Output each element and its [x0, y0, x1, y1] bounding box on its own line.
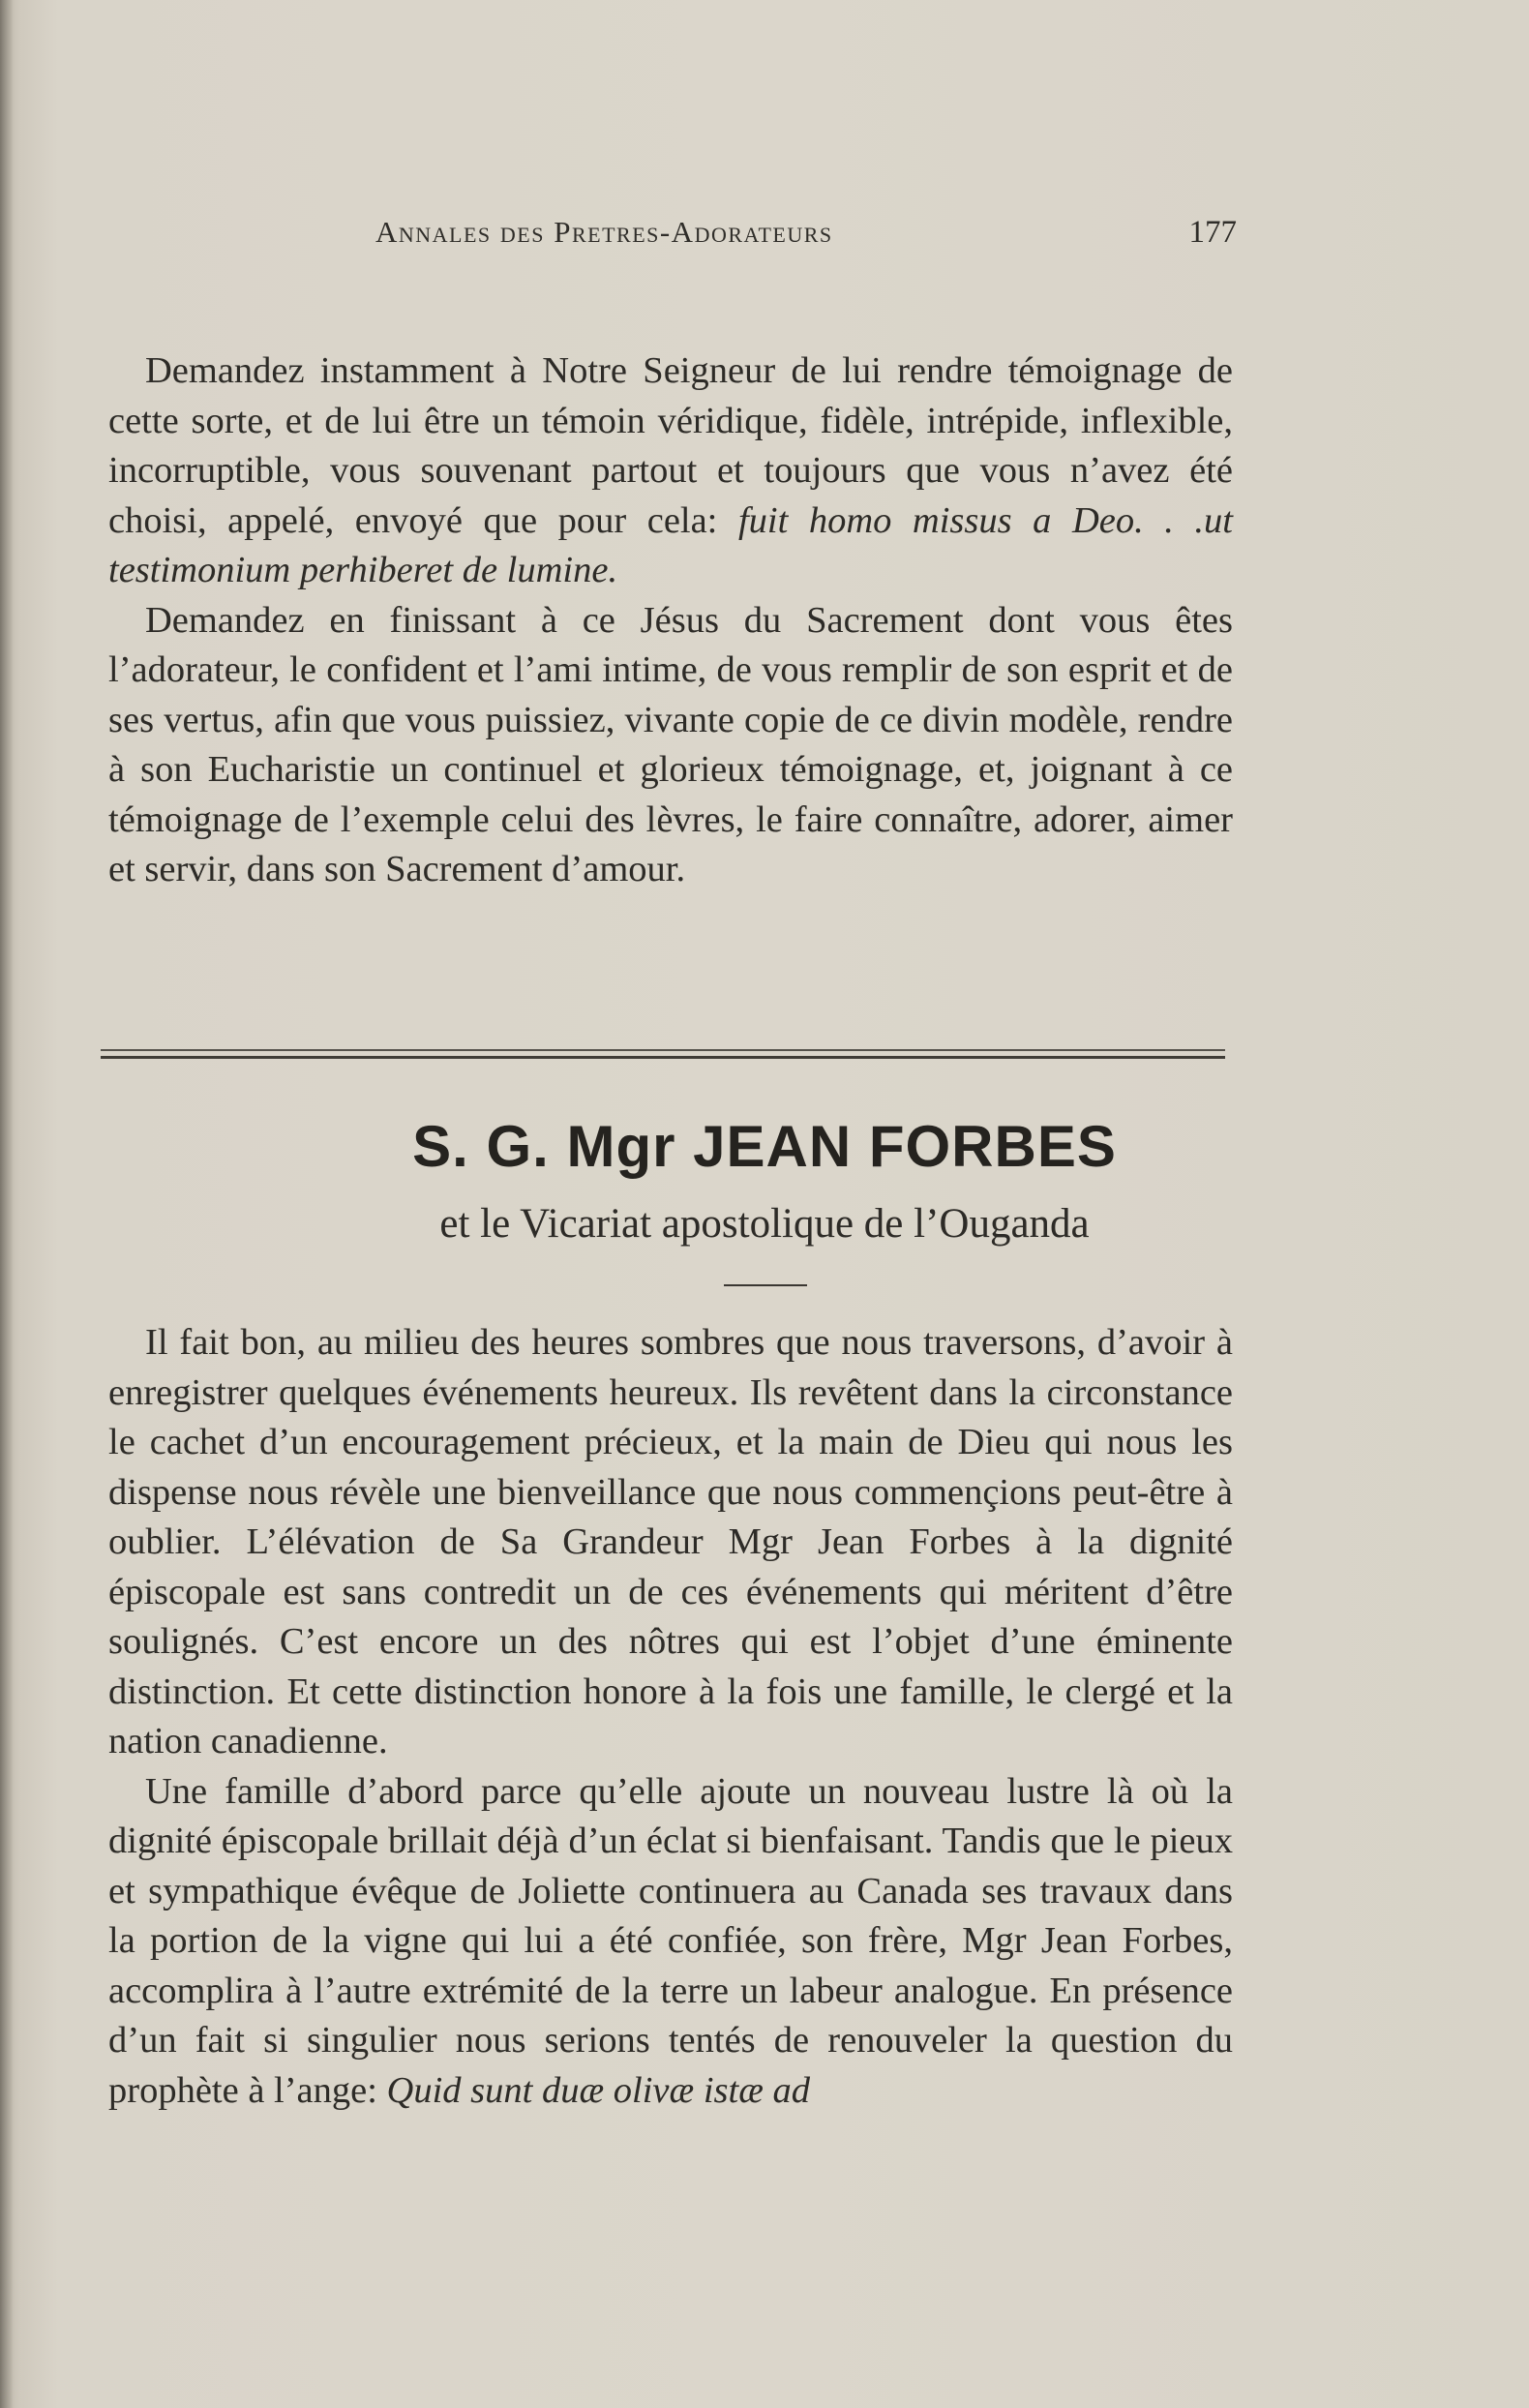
- continued-text: [108, 346, 1233, 895]
- paragraph: [108, 1767, 1233, 2117]
- latin-quote: Quid sunt duæ olivæ istæ ad: [386, 2069, 810, 2111]
- paragraph-text: Une famille d’abord parce qu’elle ajoute un nouveau lustre là où la dignité épiscopale brillait déjà d’un éclat si bienfaisant. Tandis que le pieux et sympathique évêque de Joliette continuera au Canada ses travaux dans la portion de la vigne qui lui a été confiée, son frère, Mgr Jean Forbes, accomplira à l’autre extrémité de la terre un labeur analogue. En présence d’un fait si singulier nous serions tentés de renouveler la question du prophète à l’ange:: [108, 1770, 1233, 2111]
- paragraph-text: Demandez instamment à Notre Seigneur de lui rendre témoignage de cette sorte, et de lui être un témoin véridique, fidèle, intrépide, inflexible, incorruptible, vous souvenant partout et toujours que vous n’avez été choisi, appelé, envoyé que pour cela:: [108, 350, 1233, 541]
- paragraph: Demandez en finissant à ce Jésus du Sacrement dont vous êtes l’adorateur, le confident et l’ami intime, de vous remplir de son esprit et de ses vertus, afin que vous puissiez, vivante copie de ce divin modèle, rendre à son Eucharistie un continuel et glorieux témoignage, et, joignant à ce témoignage de l’exemple celui des lèvres, le faire connaître, adorer, aimer et servir, dans son Sacrement d’amour.: [108, 599, 1233, 889]
- paragraph: [108, 346, 1233, 596]
- running-title: Annales des Pretres-Adorateurs: [375, 215, 833, 249]
- title-separator: [724, 1284, 807, 1286]
- paragraph: Il fait bon, au milieu des heures sombres que nous traversons, d’avoir à enregistrer quelques événements heureux. Ils revêtent dans la circonstance le cachet d’un encouragement précieux, et la main de Dieu qui nous les dispense nous révèle une bienveillance que nous commençions peut-être à oublier. L’élévation de Sa Grandeur Mgr Jean Forbes à la dignité épiscopale est sans contredit un de ces événements qui méritent d’être soulignés. C’est encore un des nôtres qui est l’objet d’une éminente distinction. Et cette distinction honore à la fois une famille, le clergé et la nation canadienne.: [108, 1322, 1233, 1761]
- page-number: 177: [1188, 215, 1237, 250]
- section-divider: [101, 1049, 1225, 1063]
- divider-line-thin: [101, 1049, 1225, 1051]
- latin-quote: fuit homo missus a Deo. . .ut testimonium perhiberet de lumine.: [108, 499, 1233, 590]
- divider-line-thick: [101, 1056, 1225, 1059]
- page-header: [375, 215, 1237, 263]
- article-body: [108, 1318, 1233, 2116]
- article-title: S. G. Mgr JEAN FORBES: [412, 1114, 1117, 1179]
- article-subtitle: et le Vicariat apostolique de l’Ouganda: [439, 1201, 1090, 1247]
